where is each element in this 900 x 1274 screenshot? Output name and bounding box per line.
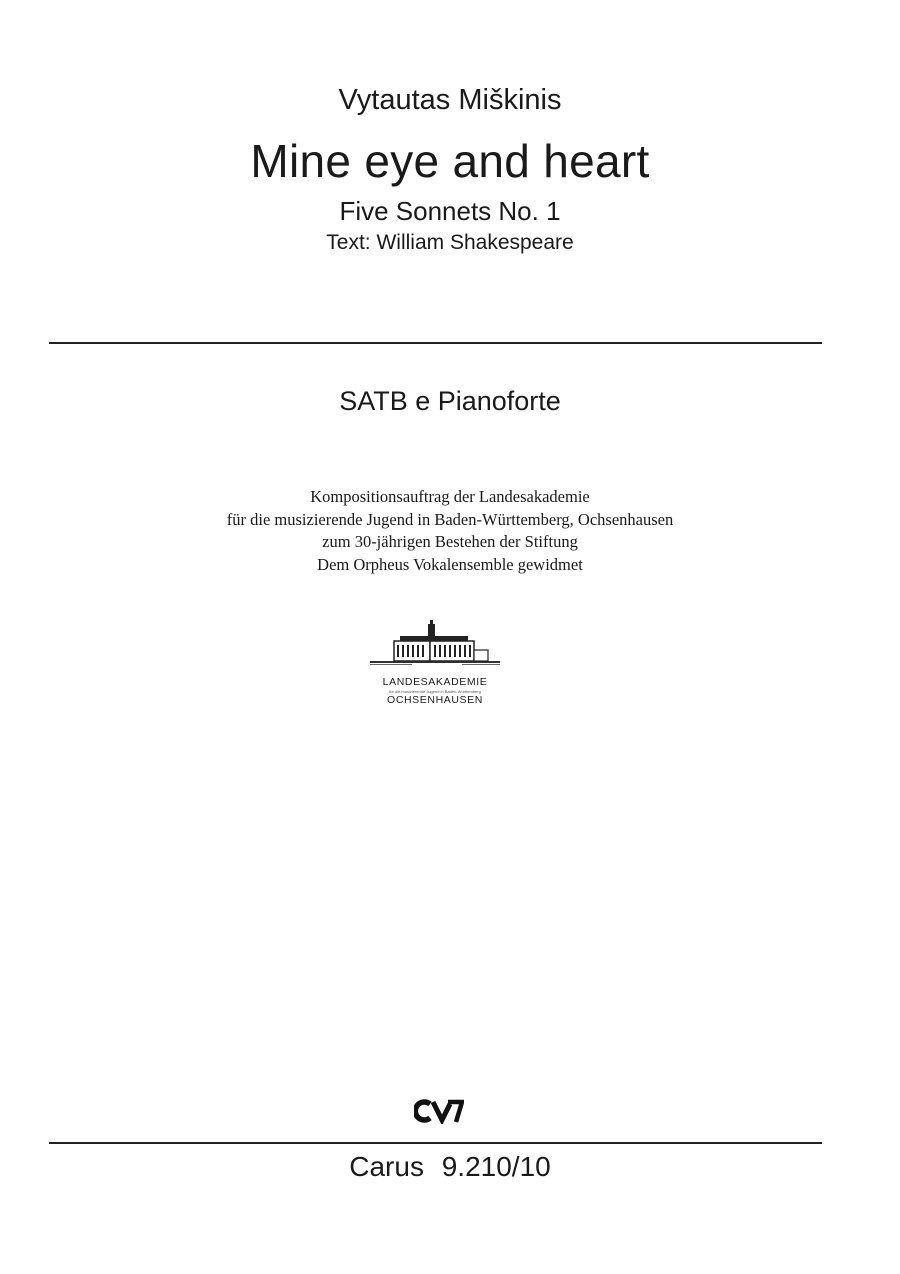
top-divider <box>49 342 822 344</box>
logo-text-line2: OCHSENHAUSEN <box>387 694 483 706</box>
landesakademie-logo <box>370 618 500 708</box>
dedication-block <box>0 486 900 576</box>
logo-small-text: für die musizierende Jugend in Baden-Württemberg <box>389 689 481 694</box>
dedication-line: für die musizierende Jugend in Baden-Württemberg, Ochsenhausen <box>226 509 674 529</box>
dedication-line: Dem Orpheus Vokalensemble gewidmet <box>317 554 583 574</box>
building-icon <box>370 618 500 674</box>
bottom-divider <box>49 1142 822 1144</box>
text-credit: Text: William Shakespeare <box>326 231 574 254</box>
dedication-line: zum 30-jährigen Bestehen der Stiftung <box>322 532 578 551</box>
dedication-line: Kompositionsauftrag der Landesakademie <box>310 487 590 506</box>
work-title: Mine eye and heart <box>250 135 650 187</box>
carus-logo-icon <box>414 1098 464 1124</box>
work-subtitle: Five Sonnets No. 1 <box>339 196 561 226</box>
composer-name: Vytautas Miškinis <box>338 84 562 116</box>
catalog-number: Carus 9.210/10 <box>349 1151 551 1182</box>
logo-text-line1: LANDESAKADEMIE <box>382 676 488 688</box>
scoring: SATB e Pianoforte <box>339 386 561 416</box>
